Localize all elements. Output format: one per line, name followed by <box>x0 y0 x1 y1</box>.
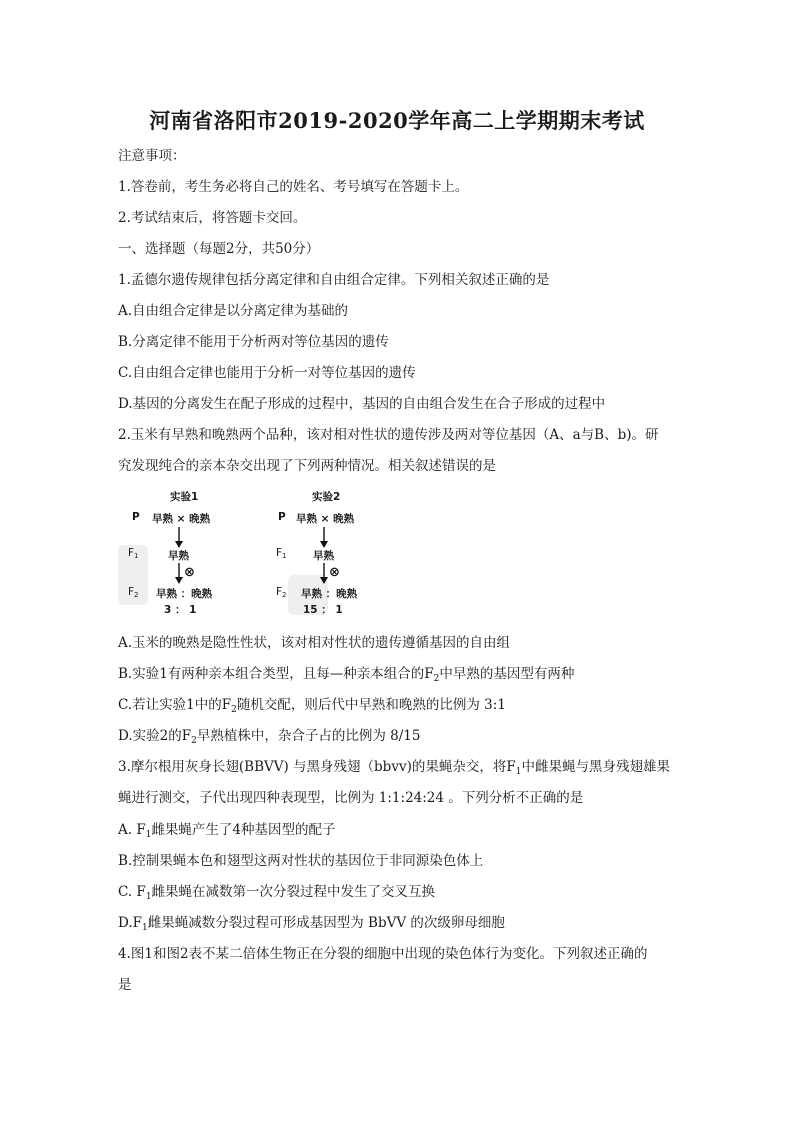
q3-option-a: A. $F_1$雌果蝇产生了4种基因型的配子 <box>118 822 336 840</box>
exp1-p-cross: 早熟 × 晚熟 <box>152 513 211 525</box>
q4-stem-line1: 4.图1和图2表不某二倍体生物正在分裂的细胞中出现的染色体行为变化。下列叙述正确的 <box>118 946 648 962</box>
exp1-p-label: P <box>132 511 140 523</box>
q1-option-c: C.自由组合定律也能用于分析一对等位基因的遗传 <box>118 365 416 381</box>
q1-option-a: A.自由组合定律是以分离定律为基础的 <box>118 303 349 319</box>
exp2-f2: 早熟 ：晚熟 <box>301 588 358 600</box>
exp2-self-cross-icon: ⊗ <box>329 565 340 580</box>
q2-stem-line1: 2.玉米有早熟和晚熟两个品种，该对相对性状的遗传涉及两对等位基因（A、a与B、b)。研 <box>118 427 659 443</box>
exp1-f2-label: $F_2$ <box>128 586 139 599</box>
exp2-f2-label: $F_2$ <box>276 586 287 599</box>
exp1-f1-label: $F_1$ <box>128 547 139 560</box>
exp2-title: 实验2 <box>312 491 341 503</box>
q1-stem: 1.孟德尔遗传规律包括分离定律和自由组合定律。下列相关叙述正确的是 <box>118 272 550 288</box>
q1-option-b: B.分离定律不能用于分析两对等位基因的遗传 <box>118 334 389 350</box>
section-heading: 一、选择题（每题2分，共50分） <box>118 241 320 257</box>
q3-option-b: B.控制果蝇本色和翅型这两对性状的基因位于非同源染色体上 <box>118 853 484 869</box>
exp2-f1-label: $F_1$ <box>276 547 287 560</box>
exp1-f1: 早熟 <box>168 550 189 562</box>
exp2-arrow-2 <box>319 563 329 585</box>
exp2-ratio: 15 ： 1 <box>303 604 343 616</box>
exp1-title: 实验1 <box>170 491 199 503</box>
exp1-arrow-1 <box>174 527 184 549</box>
q2-option-d: D.实验2的$F_2$早熟植株中，杂合子占的比例为 8/15 <box>118 728 421 746</box>
q3-stem-line1: 3.摩尔根用灰身长翅(BBVV) 与黑身残翅（bbvv)的果蝇杂交，将$F_1$中雌果蝇与黑身残翅雄果 <box>118 759 670 777</box>
q3-option-c: C. $F_1$雌果蝇在减数第一次分裂过程中发生了交叉互换 <box>118 884 436 902</box>
page-title: 河南省洛阳市2019-2020学年高二上学期期末考试 <box>149 108 645 133</box>
exp1-f2: 早熟 ：晚熟 <box>156 588 213 600</box>
exp1-ratio: 3 ： 1 <box>164 604 197 616</box>
q2-stem-line2: 究发现纯合的亲本杂交出现了下列两种情况。相关叙述错误的是 <box>118 458 496 474</box>
notice-item-2: 2.考试结束后，将答题卡交回。 <box>118 210 307 226</box>
exp1-self-cross-icon: ⊗ <box>184 565 195 580</box>
q2-option-c: C.若让实验1中的$F_2$随机交配，则后代中早熟和晚熟的比例为 3:1 <box>118 697 506 715</box>
exp2-f1: 早熟 <box>313 550 334 562</box>
exp1-arrow-2 <box>174 563 184 585</box>
notice-heading: 注意事项： <box>118 148 186 164</box>
exp2-p-label: P <box>278 511 286 523</box>
q4-stem-line2: 是 <box>118 977 132 993</box>
exp2-arrow-1 <box>319 527 329 549</box>
q1-option-d: D.基因的分离发生在配子形成的过程中，基因的自由组合发生在合子形成的过程中 <box>118 396 606 412</box>
exp2-p-cross: 早熟 × 晚熟 <box>296 513 355 525</box>
q2-option-b: B.实验1有两种亲本组合类型，且每—种亲本组合的$F_2$中早熟的基因型有两种 <box>118 666 575 684</box>
notice-item-1: 1.答卷前，考生务必将自己的姓名、考号填写在答题卡上。 <box>118 179 469 195</box>
q3-stem-line2: 蝇进行测交，子代出现四种表现型，比例为 1:1:24:24 。下列分析不正确的是 <box>118 790 584 806</box>
q2-option-a: A.玉米的晚熟是隐性性状，该对相对性状的遗传遵循基因的自由组 <box>118 635 511 651</box>
q3-option-d: $D.F_1$雌果蝇减数分裂过程可形成基因型为 BbVV 的次级卵母细胞 <box>118 915 505 933</box>
cross-diagram-figure <box>118 485 378 625</box>
